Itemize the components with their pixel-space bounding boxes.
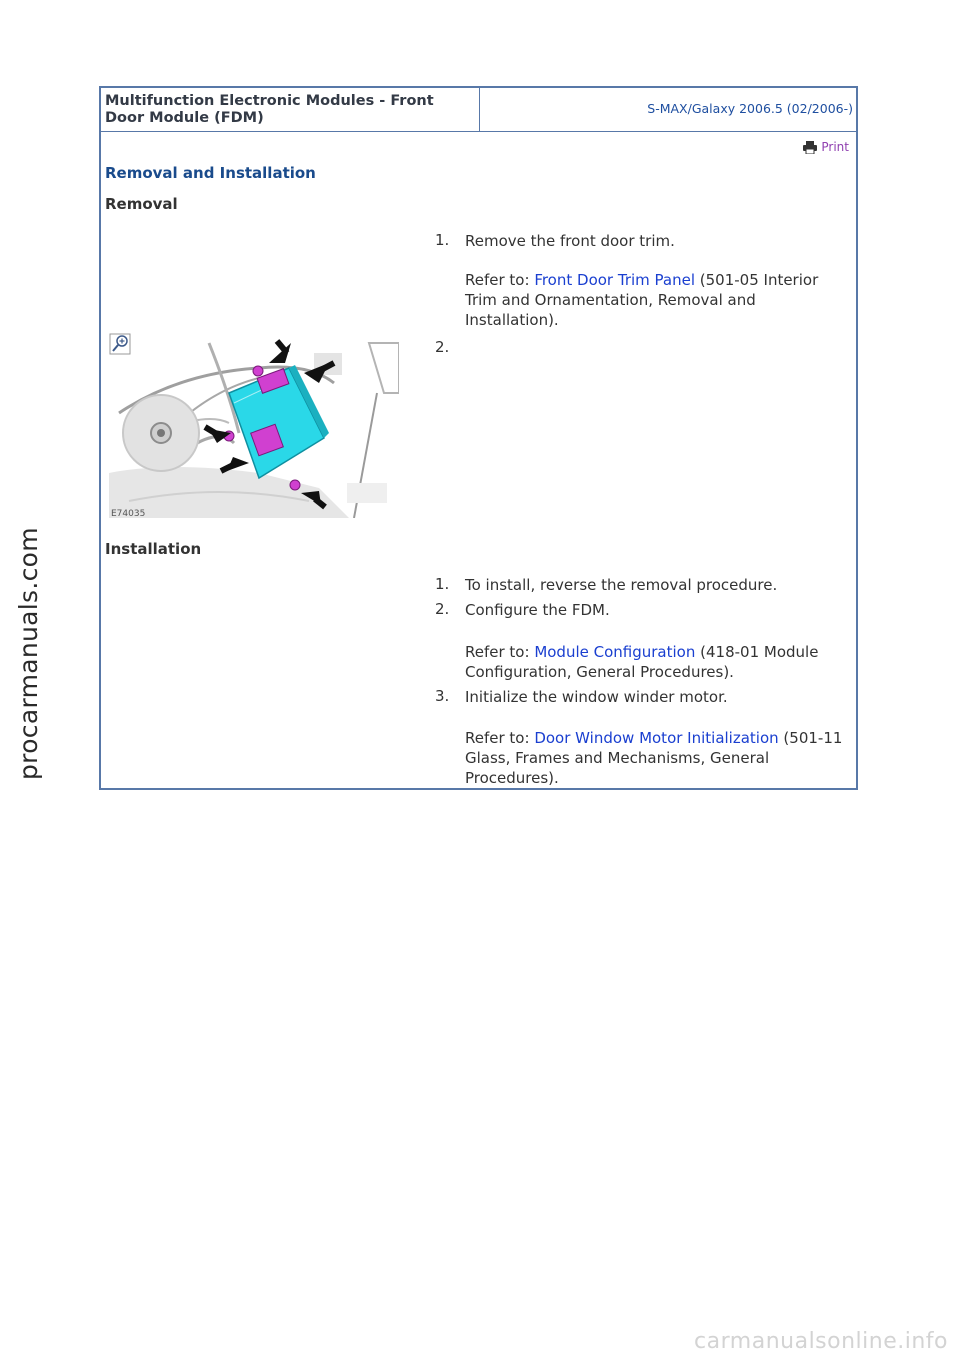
document-title	[101, 88, 480, 132]
zoom-icon[interactable]	[109, 333, 131, 355]
door-window-motor-initialization-link[interactable]: Door Window Motor Initialization	[534, 729, 779, 747]
installation-step-1-text: To install, reverse the removal procedure.	[465, 576, 778, 594]
print-label: Print	[821, 140, 849, 154]
module-configuration-link[interactable]: Module Configuration	[534, 643, 696, 661]
printer-icon	[803, 141, 817, 154]
removal-step-1-text: Remove the front door trim.	[465, 232, 675, 250]
title-line-1: Multifunction Electronic Modules - Front	[105, 93, 434, 109]
installation-heading: Installation	[105, 540, 202, 558]
model-label: S-MAX/Galaxy 2006.5 (02/2006-)	[480, 88, 856, 132]
figure-label: E74035	[111, 509, 146, 518]
bottom-watermark: carmanualsonline.info	[694, 1329, 948, 1354]
removal-step-2-number: 2.	[435, 338, 450, 356]
side-watermark: procarmanuals.com	[14, 527, 43, 780]
installation-step-1-number: 1.	[435, 575, 450, 593]
removal-step-1-number: 1.	[435, 231, 450, 249]
fdm-location-figure[interactable]	[109, 333, 399, 518]
installation-step-3-text: Initialize the window winder motor.	[465, 688, 728, 706]
installation-step-3-reference: Refer to: Door Window Motor Initialization (501-11 Glass, Frames and Mechanisms, General Procedures).	[465, 729, 843, 787]
installation-step-2-number: 2.	[435, 600, 450, 618]
section-title: Removal and Installation	[105, 164, 316, 182]
installation-step-2-text: Configure the FDM.	[465, 601, 610, 619]
installation-step-3-number: 3.	[435, 687, 450, 705]
removal-heading: Removal	[105, 195, 178, 213]
print-button[interactable]	[803, 140, 849, 154]
title-line-2: Door Module (FDM)	[105, 110, 264, 126]
installation-step-2-reference: Refer to: Module Configuration (418-01 Module Configuration, General Procedures).	[465, 643, 819, 681]
front-door-trim-panel-link[interactable]: Front Door Trim Panel	[534, 271, 695, 289]
removal-step-1-reference: Refer to: Front Door Trim Panel (501-05 Interior Trim and Ornamentation, Removal and Installation).	[465, 271, 819, 329]
document-frame	[99, 86, 858, 790]
